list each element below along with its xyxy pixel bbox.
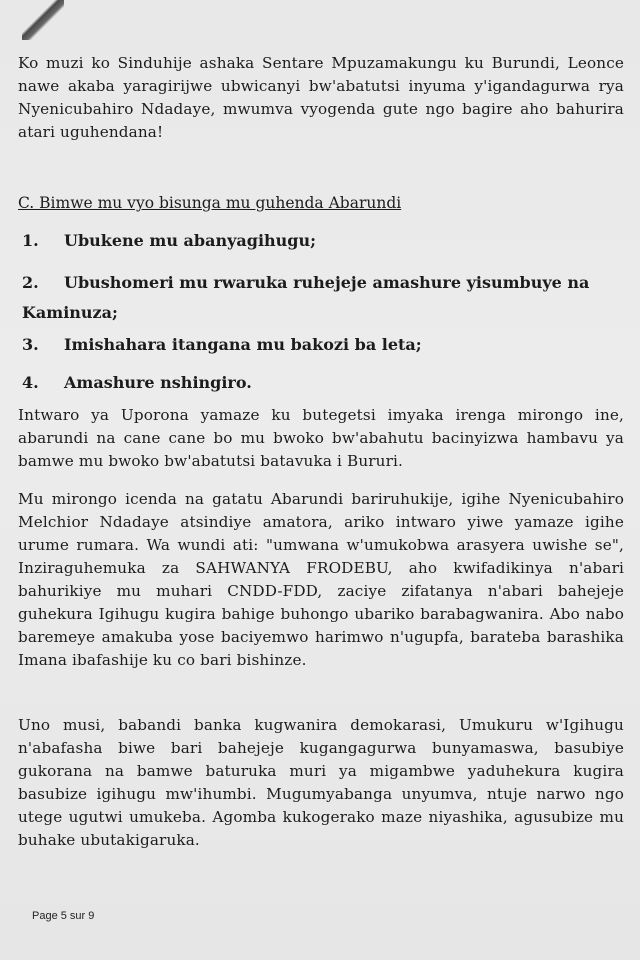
list-number: 2. [22,273,39,292]
list-text: Ubukene mu abanyagihugu; [64,231,317,250]
list-text: Amashure nshingiro. [64,373,252,392]
list-text: Ubushomeri mu rwaruka ruhejeje amashure yisumbuye na Kaminuza; [22,273,590,322]
list-item [22,370,622,396]
list-item [22,332,622,358]
list-item [22,268,622,328]
paragraph-1: Ko muzi ko Sinduhije ashaka Sentare Mpuzamakungu ku Burundi, Leonce nawe akaba yaragirijwe ubwicanyi bw'abatutsi inyuma y'igandagurwa rya Nyenicubahiro Ndadaye, mwumva vyogenda gute ngo bagire aho bahurira atari uguhendana! [18,54,624,141]
section-heading: C. Bimwe mu vyo bisunga mu guhenda Abarundi [18,194,402,212]
page-number: Page 5 sur 9 [32,910,95,922]
list-number: 1. [22,231,39,250]
paragraph-3: Mu mirongo icenda na gatatu Abarundi bariruhukije, igihe Nyenicubahiro Melchior Ndadaye atsindiye amatora, ariko intwaro yiwe yamaze igihe urume rumara. Wa wundi ati: "umwana w'umukobwa arasyera uwishe se", Inziraguhemuka za SAHWANYA FRODEBU, aho kwifadikinya n'abari bahurikiye mu muhari CNDD-FDD, zaciye zifatanya n'abari bahejeje guhekura Igihugu kugira bahige buhongo ubariko barabagwanira. Abo nabo baremeye amakuba yose baciyemwo harimwo n'ugupfa, barateba barashika Imana ibafashije ku co bari bishinze. [18,490,624,669]
paragraph-2: Intwaro ya Uporona yamaze ku butegetsi imyaka irenga mirongo ine, abarundi na cane cane bo mu bwoko bw'abahutu bacinyizwa hambavu ya bamwe mu bwoko bw'abatutsi batavuka i Bururi. [18,406,624,470]
folded-corner [22,0,64,40]
paragraph-4: Uno musi, babandi banka kugwanira demokarasi, Umukuru w'Igihugu n'abafasha biwe bari bahejeje kugangagurwa bunyamaswa, basubiye gukorana na bamwe baturuka muri ya migambwe yaduhekura kugira basubize igihugu mw'ihumbi. Mugumyabanga unyumva, ntuje narwo ngo utege ugutwi umukeba. Agomba kukogerako maze niyashika, agusubize mu buhake ubutakigaruka. [18,716,624,849]
list-item [22,228,622,254]
list-number: 3. [22,335,39,354]
list-text: Imishahara itangana mu bakozi ba leta; [64,335,422,354]
list-number: 4. [22,373,39,392]
